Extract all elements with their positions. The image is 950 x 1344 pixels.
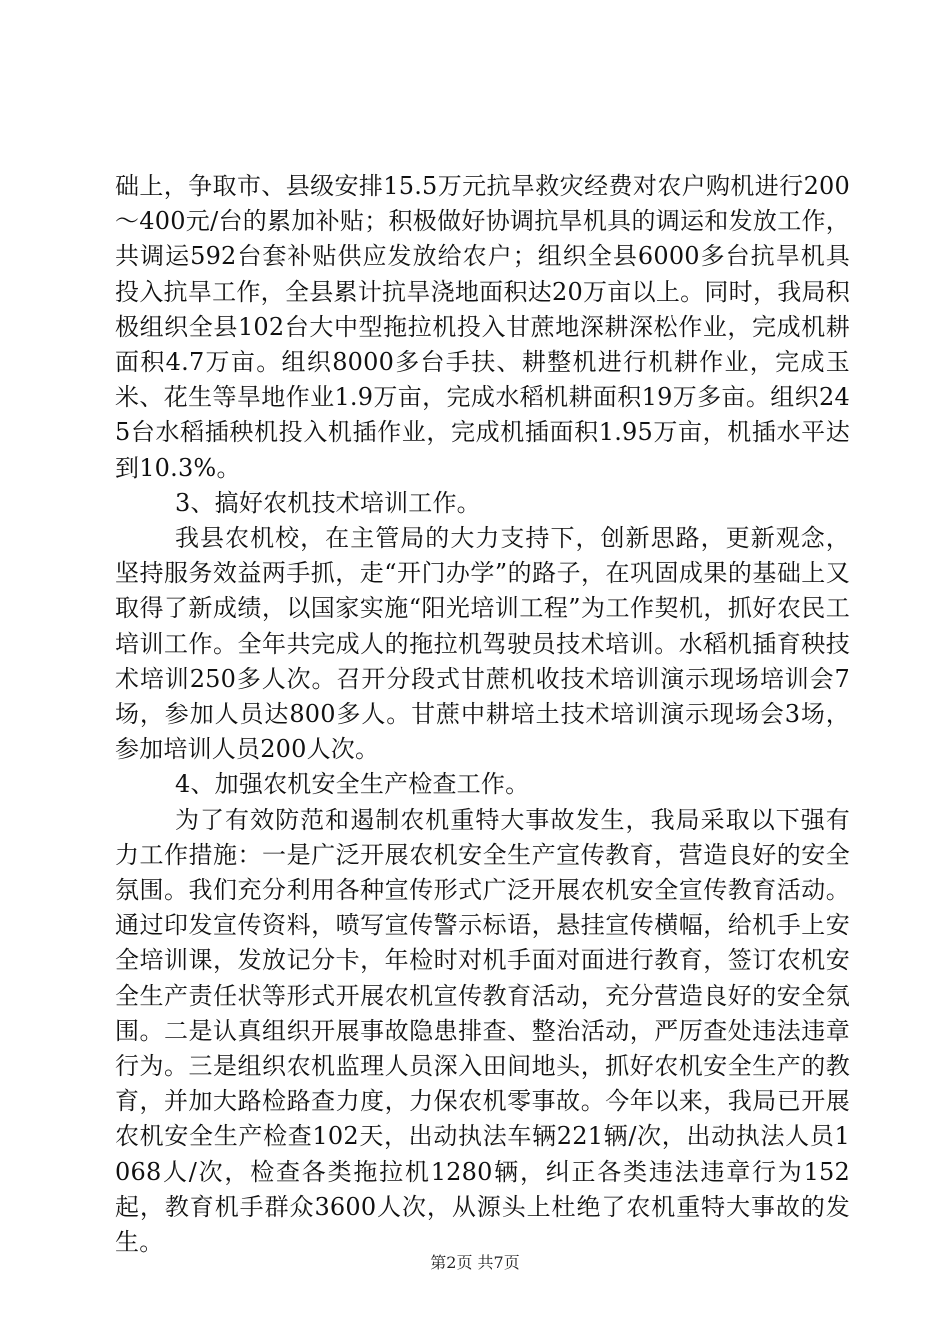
section-heading-safety: 4、加强农机安全生产检查工作。 (175, 770, 530, 799)
page-footer: 第2页 共7页 (430, 1253, 520, 1272)
paragraph-training: 我县农机校，在主管局的大力支持下，创新思路，更新观念，坚持服务效益两手抓，走“开门办学”的路子，在巩固成果的基础上又取得了新成绩，以国家实施“阳光培训工程”为工作契机，抓好农民工培训工作。全年共完成人的拖拉机驾驶员技术培训。水稻机插育秧技术培训250多人次。召开分段式甘蔗机收技术培训演示现场培训会7场，参加人员达800多人。甘蔗中耕培土技术培训演示现场会3场，参加培训人员200人次。 (115, 524, 850, 764)
paragraph-continuation: 础上，争取市、县级安排15.5万元抗旱救灾经费对农户购机进行200～400元/台的累加补贴；积极做好协调抗旱机具的调运和发放工作，共调运592台套补贴供应发放给农户；组织全县6000多台抗旱机具投入抗旱工作，全县累计抗旱浇地面积达20万亩以上。同时，我局积极组织全县102台大中型拖拉机投入甘蔗地深耕深松作业，完成机耕面积4.7万亩。组织8000多台手扶、耕整机进行机耕作业，完成玉米、花生等旱地作业1.9万亩，完成水稻机耕面积19万多亩。组织245台水稻插秧机投入机插作业，完成机插面积1.95万亩，机插水平达到10.3%。 (115, 172, 850, 482)
document-body (115, 169, 850, 1260)
paragraph-safety: 为了有效防范和遏制农机重特大事故发生，我局采取以下强有力工作措施：一是广泛开展农机安全生产宣传教育，营造良好的安全氛围。我们充分利用各种宣传形式广泛开展农机安全宣传教育活动。通过印发宣传资料，喷写宣传警示标语，悬挂宣传横幅，给机手上安全培训课，发放记分卡，年检时对机手面对面进行教育，签订农机安全生产责任状等形式开展农机宣传教育活动，充分营造良好的安全氛围。二是认真组织开展事故隐患排查、整治活动，严厉查处违法违章行为。三是组织农机监理人员深入田间地头，抓好农机安全生产的教育，并加大路检路查力度，力保农机零事故。今年以来，我局已开展农机安全生产检查102天，出动执法车辆221辆/次，出动执法人员1068人/次，检查各类拖拉机1280辆，纠正各类违法违章行为152起，教育机手群众3600人次，从源头上杜绝了农机重特大事故的发生。 (115, 805, 850, 1257)
section-heading-training: 3、搞好农机技术培训工作。 (175, 488, 481, 517)
